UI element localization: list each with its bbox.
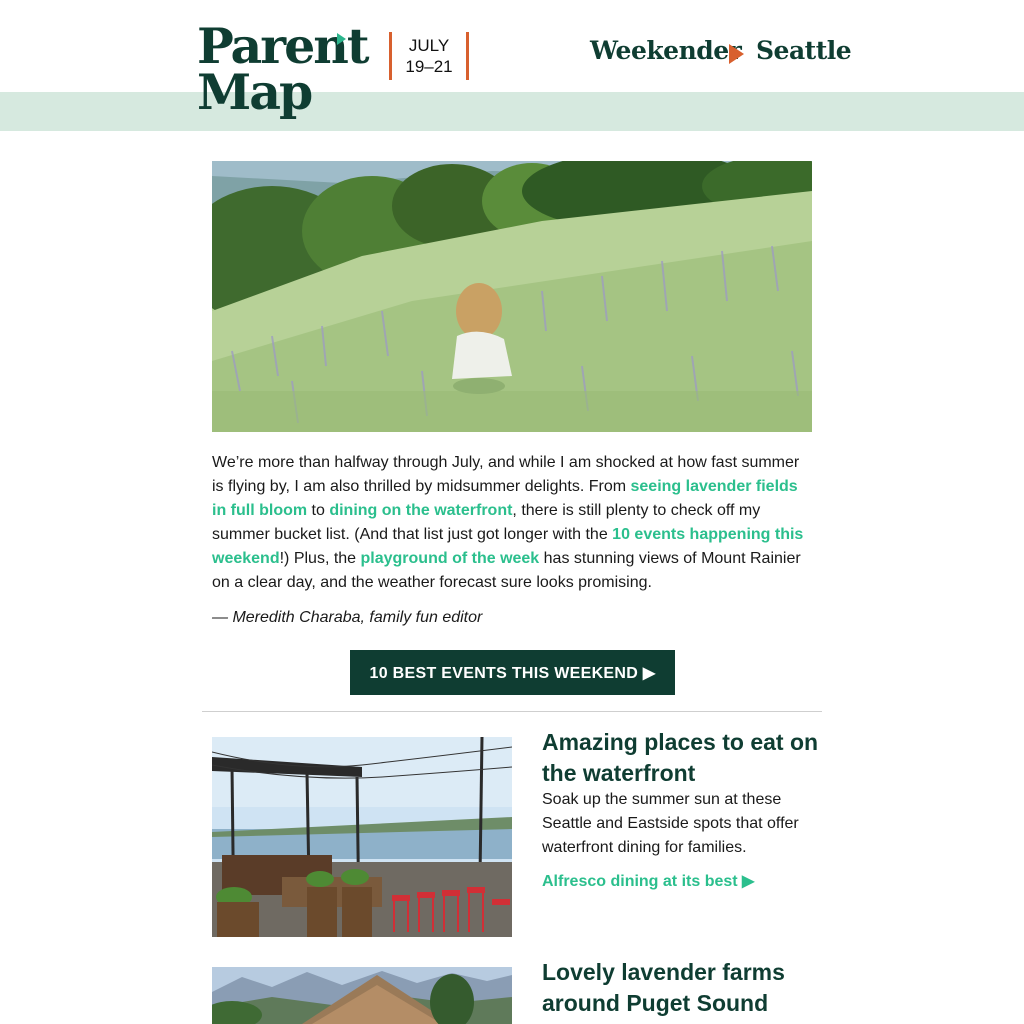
intro-text-1: We’re more than halfway through July, and while I am shocked at how fast summer is flying by, I am also thrilled by midsummer delights. From bbox=[212, 454, 800, 495]
best-events-button[interactable]: 10 BEST EVENTS THIS WEEKEND ▶ bbox=[350, 650, 675, 695]
article-title-waterfront[interactable]: Amazing places to eat on the waterfront bbox=[542, 729, 819, 786]
issue-month: JULY bbox=[408, 36, 450, 55]
intro-text-5: has stunning views of Mount Rainier on a clear day, and the weather forecast sure looks promising. bbox=[212, 550, 801, 591]
hero-image-lavender-field[interactable] bbox=[212, 161, 812, 432]
issue-days: 19–21 bbox=[405, 57, 453, 76]
newsletter-name: Weekender bbox=[590, 36, 742, 65]
play-arrow-icon bbox=[729, 44, 744, 64]
intro-paragraph bbox=[212, 451, 814, 595]
article-image-lavender-farm[interactable] bbox=[212, 967, 512, 1024]
parentmap-logo[interactable] bbox=[197, 14, 368, 124]
logo-play-icon bbox=[337, 33, 346, 45]
link-alfresco-dining[interactable]: Alfresco dining at its best ▶ bbox=[542, 873, 755, 890]
header-band bbox=[0, 92, 1024, 131]
issue-date bbox=[389, 32, 469, 80]
article-image-waterfront-patio[interactable] bbox=[212, 737, 512, 937]
article-title-lavender-farms[interactable]: Lovely lavender farms around Puget Sound bbox=[542, 959, 785, 1016]
article-description-waterfront: Soak up the summer sun at these Seattle and Eastside spots that offer waterfront dining for families. bbox=[542, 791, 799, 856]
intro-text-4: !) Plus, the bbox=[279, 550, 361, 567]
logo-text-map: Map bbox=[197, 63, 312, 121]
editor-signature: — Meredith Charaba, family fun editor bbox=[212, 609, 483, 626]
header bbox=[0, 0, 1024, 121]
link-lavender-fields[interactable]: seeing lavender fields in full bloom bbox=[212, 478, 798, 519]
link-playground-of-week[interactable]: playground of the week bbox=[360, 550, 540, 567]
intro-text-3: , there is still plenty to check off my summer bucket list. (And that list just got longer with the bbox=[212, 502, 761, 543]
newsletter-city: Seattle bbox=[756, 36, 852, 65]
link-weekend-events[interactable]: 10 events happening this weekend bbox=[212, 526, 804, 567]
intro-text-2: to bbox=[307, 502, 330, 519]
link-waterfront-dining[interactable]: dining on the waterfront bbox=[329, 502, 513, 519]
logo-text-parent: Parent bbox=[197, 17, 368, 75]
section-divider bbox=[202, 711, 822, 712]
